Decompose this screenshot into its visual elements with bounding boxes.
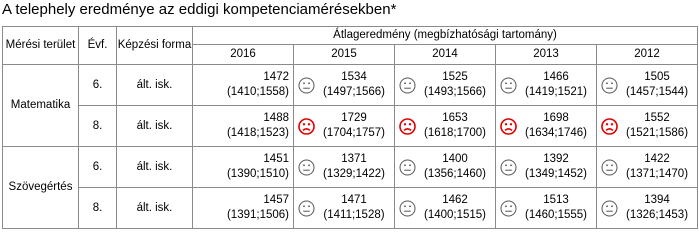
score-value: 1534 [341,71,367,83]
score-value: 1371 [341,153,367,165]
score-cell [294,147,395,188]
header-year: 2015 [294,45,395,65]
score-cell [597,188,698,229]
results-table [2,26,698,229]
confidence-interval: (1400;1515) [423,209,487,221]
score-cell [193,188,294,229]
neutral-face-icon [395,200,421,217]
score-cell [193,65,294,106]
header-year: 2014 [395,45,496,65]
header-year: 2013 [496,45,597,65]
score-value: 1451 [263,153,289,165]
neutral-face-icon [597,200,623,217]
score-value: 1653 [442,112,468,124]
grade-cell: 6. [79,65,117,106]
confidence-interval: (1521;1586) [626,127,689,139]
grade-cell: 6. [79,147,117,188]
confidence-interval: (1704;1757) [322,127,386,139]
score-cell [294,106,395,147]
confidence-interval: (1493;1566) [423,86,487,98]
header-grade: Évf. [79,27,117,65]
score-cell [496,147,597,188]
score-cell [193,147,294,188]
neutral-face-icon [395,159,421,176]
confidence-interval: (1391;1506) [226,209,289,221]
confidence-interval: (1634;1746) [524,127,588,139]
header-average: Átlageredmény (megbízhatósági tartomány) [193,27,698,45]
confidence-interval: (1371;1470) [626,168,689,180]
score-value: 1698 [543,112,569,124]
score-cell [597,65,698,106]
score-cell [496,65,597,106]
neutral-face-icon [597,159,623,176]
confidence-interval: (1411;1528) [323,209,385,221]
score-cell [597,147,698,188]
confidence-interval: (1497;1566) [322,86,386,98]
confidence-interval: (1410;1558) [226,86,289,98]
score-cell [597,106,698,147]
score-cell [496,188,597,229]
confidence-interval: (1457;1544) [626,86,689,98]
neutral-face-icon [496,159,522,176]
score-value: 1552 [644,112,670,124]
sad-face-icon [395,118,421,135]
score-cell [496,106,597,147]
score-value: 1466 [543,71,569,83]
score-value: 1422 [644,153,670,165]
score-value: 1400 [442,153,468,165]
sad-face-icon [294,118,320,135]
confidence-interval: (1418;1523) [226,127,289,139]
confidence-interval: (1326;1453) [626,209,689,221]
header-area: Mérési terület [3,27,79,65]
score-value: 1471 [341,194,367,206]
confidence-interval: (1618;1700) [423,127,487,139]
score-value: 1462 [442,194,468,206]
score-value: 1457 [263,194,289,206]
score-cell [294,65,395,106]
table-row [3,188,698,229]
confidence-interval: (1390;1510) [226,168,289,180]
area-label: Szövegértés [3,147,79,229]
neutral-face-icon [294,200,320,217]
confidence-interval: (1329;1422) [322,168,386,180]
header-year: 2012 [597,45,698,65]
neutral-face-icon [496,200,522,217]
sad-face-icon [496,118,522,135]
confidence-interval: (1460;1555) [524,209,588,221]
form-cell: ált. isk. [117,147,193,188]
score-value: 1472 [263,71,289,83]
neutral-face-icon [597,77,623,94]
header-year: 2016 [193,45,294,65]
sad-face-icon [597,118,623,135]
neutral-face-icon [294,77,320,94]
confidence-interval: (1356;1460) [423,168,487,180]
score-cell [395,65,496,106]
page-title: A telephely eredménye az eddigi kompetenciamérésekben* [2,1,397,18]
form-cell: ált. isk. [117,188,193,229]
score-value: 1729 [341,112,367,124]
form-cell: ált. isk. [117,106,193,147]
table-row [3,65,698,106]
table-row [3,147,698,188]
neutral-face-icon [294,159,320,176]
score-value: 1394 [644,194,670,206]
header-form: Képzési forma [117,27,193,65]
score-value: 1488 [263,112,289,124]
confidence-interval: (1349;1452) [524,168,588,180]
neutral-face-icon [395,77,421,94]
score-cell [395,106,496,147]
score-value: 1505 [644,71,670,83]
score-cell [294,188,395,229]
score-value: 1525 [442,71,468,83]
confidence-interval: (1419;1521) [524,86,588,98]
grade-cell: 8. [79,106,117,147]
grade-cell: 8. [79,188,117,229]
form-cell: ált. isk. [117,65,193,106]
table-row [3,106,698,147]
neutral-face-icon [496,77,522,94]
score-cell [395,147,496,188]
score-cell [193,106,294,147]
score-cell [395,188,496,229]
score-value: 1392 [543,153,569,165]
area-label: Matematika [3,65,79,147]
score-value: 1513 [543,194,569,206]
